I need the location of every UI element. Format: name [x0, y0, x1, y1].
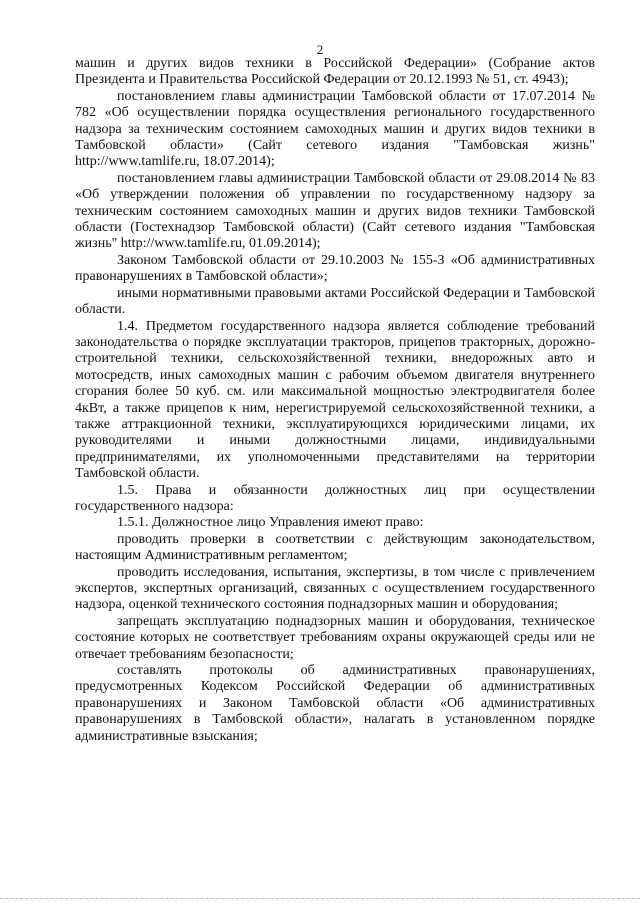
- paragraph-provodit-proverki: проводить проверки в соответствии с действующим законодательством, настоящим Административным регламентом;: [75, 531, 595, 564]
- paragraph-provodit-issledovaniya: проводить исследования, испытания, экспертизы, в том числе с привлечением экспертов, экспертных организаций, связанных с осуществлением государственного надзора, оценкой технического состояния поднадзорных машин и оборудования;: [75, 564, 595, 613]
- footer-divider: [0, 898, 640, 899]
- paragraph-postanovlenie-83: постановлением главы администрации Тамбовской области от 29.08.2014 № 83 «Об утверждении положения об управлении по государственному надзору за техническим состоянием самоходных машин и других видов техники Тамбовской области (Гостехнадзор Тамбовской области) (Сайт сетевого издания "Тамбовская жизнь" http://www.tamlife.ru, 01.09.2014);: [75, 170, 595, 252]
- page-number: 2: [316, 42, 324, 57]
- paragraph-zakon-155-z: Законом Тамбовской области от 29.10.2003 № 155-З «Об административных правонарушениях в Тамбовской области»;: [75, 252, 595, 285]
- document-body: [75, 56, 595, 745]
- paragraph-zapreshchat: запрещать эксплуатацию поднадзорных машин и оборудования, техническое состояние которых не соответствует требованиям охраны окружающей среды или не отвечает требованиям безопасности;: [75, 613, 595, 662]
- paragraph-1-5-prava: 1.5. Права и обязанности должностных лиц при осуществлении государственного надзора:: [75, 482, 595, 514]
- paragraph-inye-akty: иными нормативными правовыми актами Российской Федерации и Тамбовской области.: [75, 285, 595, 318]
- paragraph-1-5-1: 1.5.1. Должностное лицо Управления имеют право:: [117, 515, 424, 531]
- paragraph-1-4-predmet: 1.4. Предметом государственного надзора является соблюдение требований законодательства о порядке эксплуатации тракторов, прицепов тракторных, дорожно-строительной техники, сельскохозяйственной техники, внедорожных авто и мотосредств, иных самоходных машин с рабочим объемом двигателя внутреннего сгорания более 50 куб. см. или максимальной мощностью электродвигателя более 4кВт, а также прицепов к ним, нерегистрируемой сельскохозяйственной техники, а также аттракционной техники, эксплуатирующихся юридическими лицами, их руководителями и иными должностными лицами, индивидуальными предпринимателями, их уполномоченными представителями на территории Тамбовской области.: [75, 318, 595, 482]
- paragraph-sobranie-aktov: машин и других видов техники в Российской Федерации» (Собрание актов Президента и Правительства Российской Федерации от 20.12.1993 № 51, ст. 4943);: [75, 56, 595, 88]
- paragraph-sostavlyat-protokoly: составлять протоколы об административных правонарушениях, предусмотренных Кодексом Российской Федерации об административных правонарушениях и Законом Тамбовской области «Об административных правонарушениях в Тамбовской области», налагать в установленном порядке административные взыскания;: [75, 663, 595, 744]
- paragraph-postanovlenie-782: постановлением главы администрации Тамбовской области от 17.07.2014 № 782 «Об осуществлении порядка осуществления регионального государственного надзора за техническим состоянием самоходных машин и других видов техники в Тамбовской области» (Сайт сетевого издания "Тамбовская жизнь" http://www.tamlife.ru, 18.07.2014);: [75, 88, 595, 170]
